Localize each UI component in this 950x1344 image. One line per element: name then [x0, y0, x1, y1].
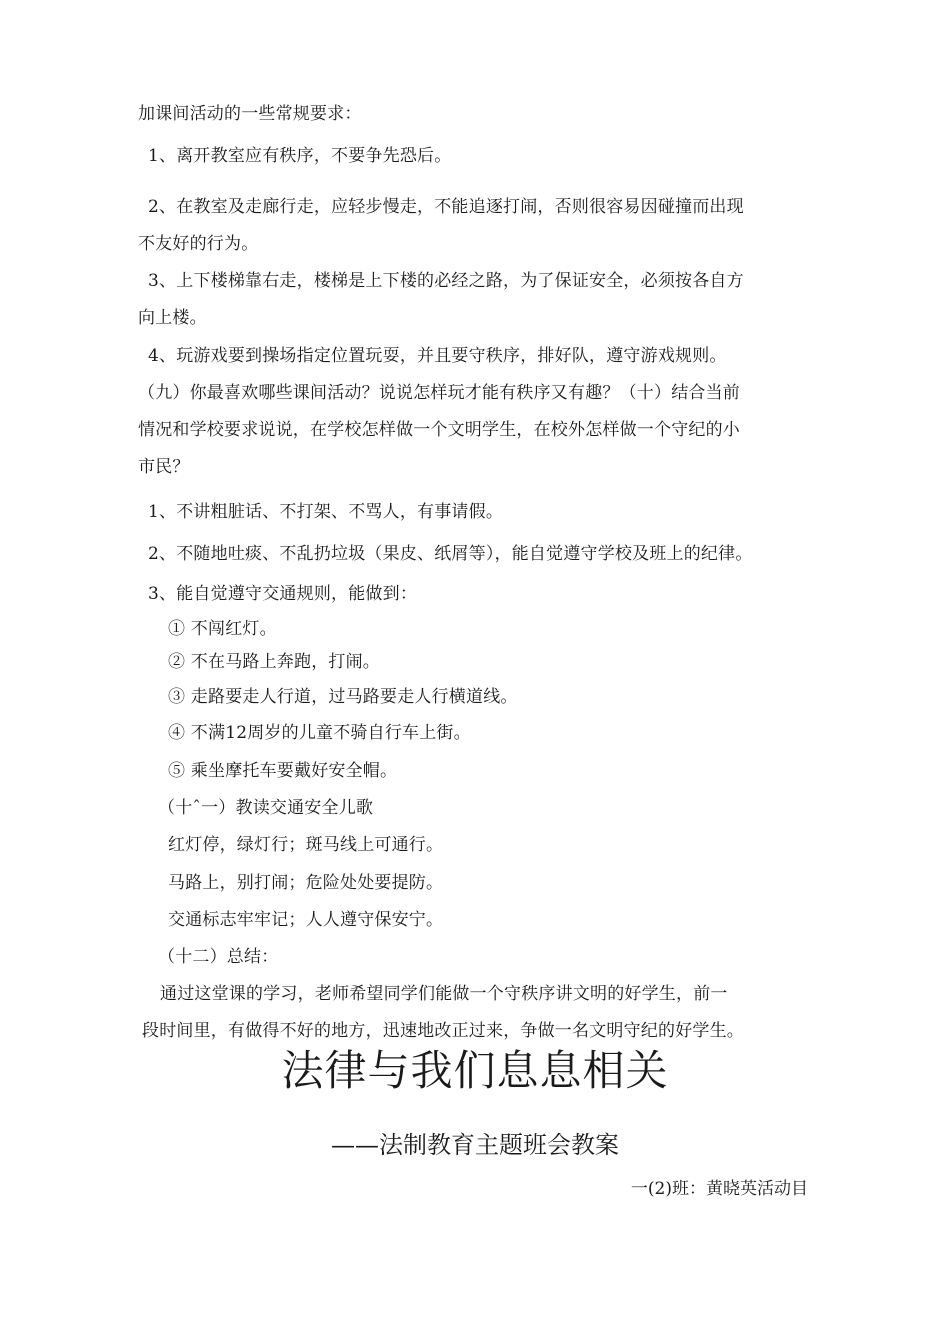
traffic-rule-3: ③ 走路要走人行道，过马路要走人行横道线。 — [168, 687, 518, 707]
document-title: 法律与我们息息相关 — [281, 1046, 669, 1095]
rule-item-3: 3、上下楼梯靠右走，楼梯是上下楼的必经之路，为了保证安全，必须按各自方 — [148, 271, 744, 291]
rhyme-line-1: 红灯停，绿灯行；斑马线上可通行。 — [168, 835, 444, 855]
section-10-cont-2: 市民？ — [138, 457, 190, 477]
rule-item-2-cont: 不友好的行为。 — [138, 234, 259, 254]
rule-item-1: 1、离开教室应有秩序，不要争先恐后。 — [148, 146, 452, 166]
rhyme-line-3: 交通标志牢牢记；人人遵守保安宁。 — [168, 910, 444, 930]
text-line-intro: 加课间活动的一些常规要求： — [138, 104, 362, 124]
traffic-rule-1: ① 不闯红灯。 — [168, 619, 277, 639]
section-9-10: （九）你最喜欢哪些课间活动？说说怎样玩才能有秩序又有趣？（十）结合当前 — [138, 383, 740, 403]
traffic-rule-5: ⑤ 乘坐摩托车要戴好安全帽。 — [168, 761, 398, 781]
rule-item-3-cont: 向上楼。 — [138, 308, 207, 328]
document-subtitle: ——法制教育主题班会教案 — [331, 1131, 619, 1159]
civility-item-2: 2、不随地吐痰、不乱扔垃圾（果皮、纸屑等），能自觉遵守学校及班上的纪律。 — [148, 544, 753, 564]
traffic-rule-4: ④ 不满12周岁的儿童不骑自行车上街。 — [168, 723, 471, 743]
rule-item-4: 4、玩游戏要到操场指定位置玩耍，并且要守秩序，排好队，遵守游戏规则。 — [148, 346, 727, 366]
rule-item-2: 2、在教室及走廊行走，应轻步慢走，不能追逐打闹，否则很容易因碰撞而出现 — [148, 197, 744, 217]
civility-item-1: 1、不讲粗脏话、不打架、不骂人，有事请假。 — [148, 502, 504, 522]
traffic-rule-2: ② 不在马路上奔跑，打闹。 — [168, 652, 381, 672]
section-11-heading: （十ˆ一）教读交通安全儿歌 — [158, 798, 374, 818]
rhyme-line-2: 马路上，别打闹；危险处处要提防。 — [168, 873, 444, 893]
summary-line-1: 通过这堂课的学习，老师希望同学们能做一个守秩序讲文明的好学生，前一 — [160, 984, 728, 1004]
section-12-heading: （十二）总结： — [158, 947, 279, 967]
section-10-cont: 情况和学校要求说说，在学校怎样做一个文明学生，在校外怎样做一个守纪的小 — [138, 420, 740, 440]
civility-item-3: 3、能自觉遵守交通规则，能做到： — [148, 584, 418, 604]
summary-line-2: 段时间里，有做得不好的地方，迅速地改正过来，争做一名文明守纪的好学生。 — [142, 1021, 744, 1041]
byline: 一(2)班：黄晓英活动目 — [630, 1179, 808, 1199]
